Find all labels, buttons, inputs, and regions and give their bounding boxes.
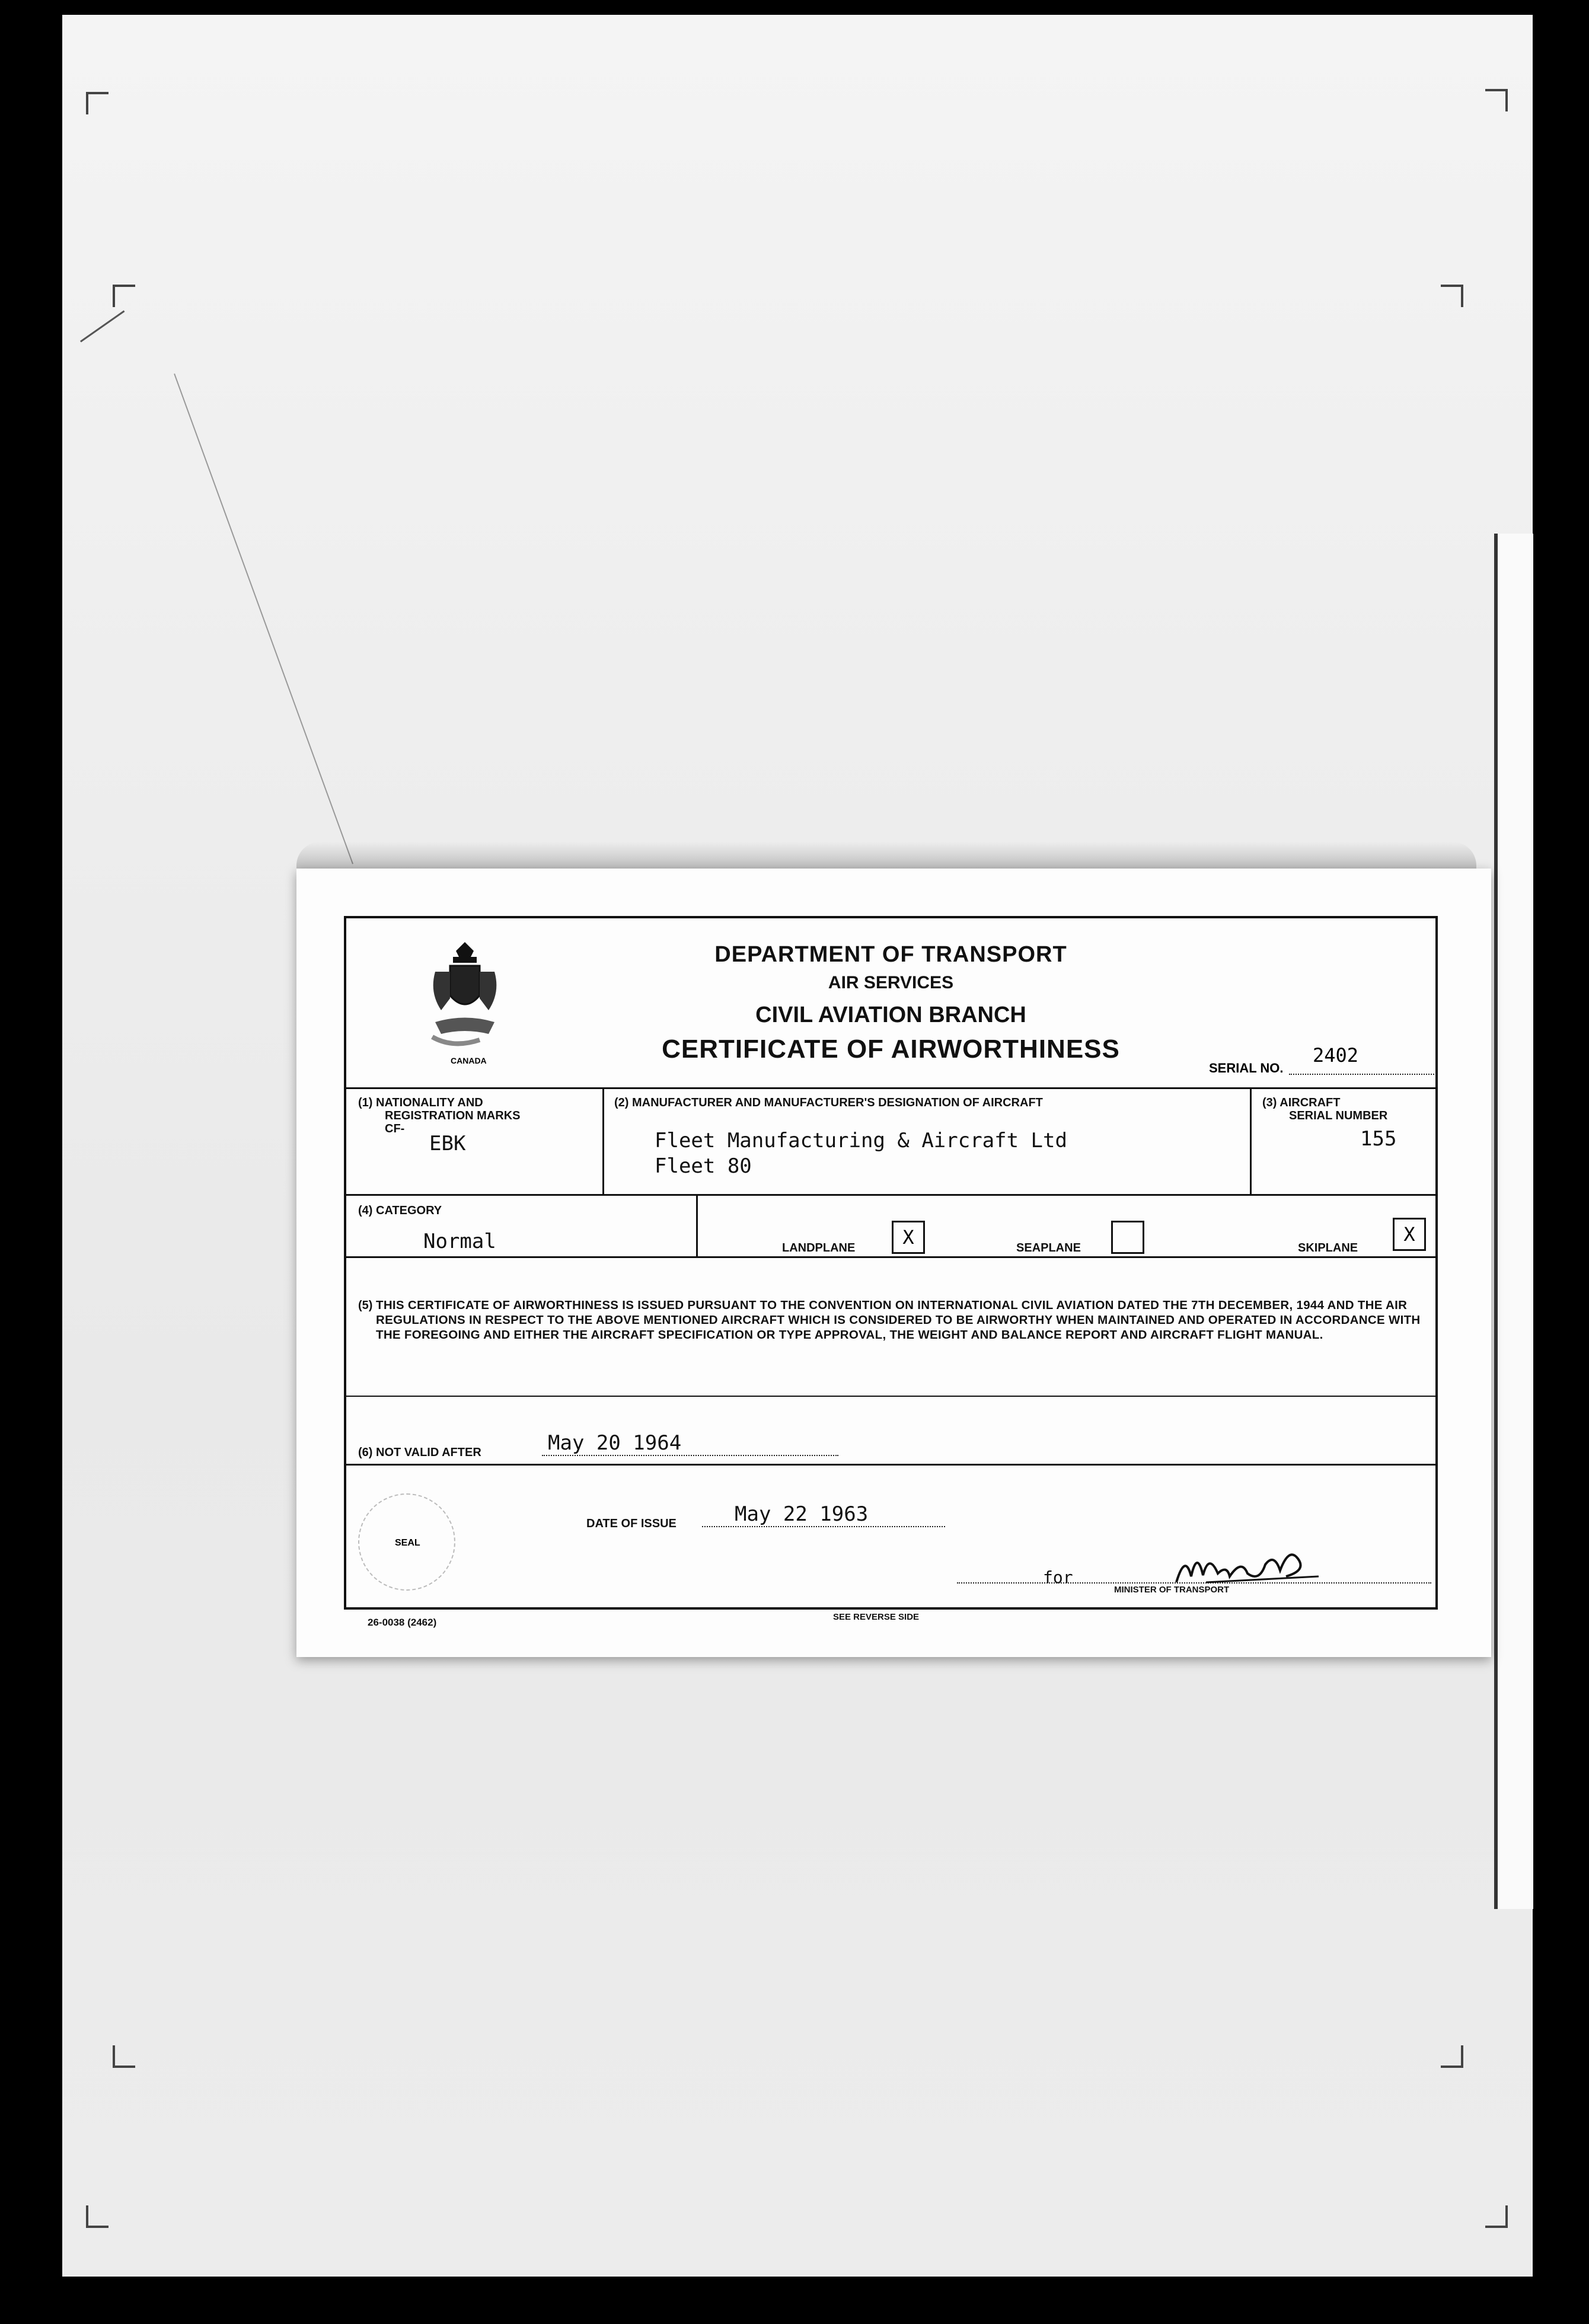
row-divider [346, 1396, 1435, 1397]
field1-prefix: CF- [385, 1122, 405, 1135]
branch-title: CIVIL AVIATION BRANCH [755, 1003, 1026, 1027]
seaplane-label: SEAPLANE [1016, 1241, 1081, 1254]
column-divider [696, 1194, 698, 1256]
crop-mark [113, 285, 135, 307]
serial-dotted-line [1289, 1074, 1434, 1075]
crop-mark [1485, 2205, 1508, 2228]
form-number: 26-0038 (2462) [368, 1617, 437, 1628]
field4-label: (4) CATEGORY [358, 1204, 442, 1217]
issue-date-line [702, 1526, 945, 1527]
seaplane-checkbox [1111, 1221, 1144, 1254]
certificate-card [296, 869, 1491, 1657]
crop-mark [86, 2205, 109, 2228]
field2-label: (2) MANUFACTURER AND MANUFACTURER'S DESIGNATION OF AIRCRAFT [614, 1096, 1043, 1109]
crop-mark [1441, 285, 1463, 307]
not-valid-after-value: May 20 1964 [548, 1431, 682, 1455]
skiplane-label: SKIPLANE [1298, 1241, 1358, 1254]
reverse-side-note: SEE REVERSE SIDE [833, 1612, 920, 1622]
services-title: AIR SERVICES [828, 973, 954, 992]
field3-label [1262, 1096, 1387, 1122]
crop-mark [1441, 2045, 1463, 2068]
crop-mark [86, 92, 109, 114]
landplane-checkbox: X [892, 1221, 925, 1254]
field3-label-line1: (3) AIRCRAFT [1262, 1096, 1341, 1109]
field5-number: (5) [358, 1299, 373, 1312]
column-divider [602, 1087, 604, 1194]
category-value: Normal [423, 1230, 496, 1253]
row-divider [346, 1087, 1435, 1089]
crest-caption: CANADA [451, 1056, 487, 1065]
skiplane-checkbox: X [1393, 1218, 1426, 1251]
certificate-frame [344, 916, 1438, 1610]
landplane-label: LANDPLANE [782, 1241, 856, 1254]
crop-mark [113, 2045, 135, 2068]
field1-label [358, 1096, 521, 1135]
issue-date-label: DATE OF ISSUE [586, 1517, 677, 1530]
page-edge-strip [1494, 534, 1533, 1909]
field1-label-line2: REGISTRATION MARKS [385, 1109, 521, 1122]
row-divider [346, 1464, 1435, 1466]
manufacturer-value: Fleet Manufacturing & Aircraft Ltd [655, 1129, 1067, 1153]
field1-label-line1: (1) NATIONALITY AND [358, 1096, 483, 1109]
seal-label: SEAL [395, 1538, 420, 1548]
certificate-title: CERTIFICATE OF AIRWORTHINESS [662, 1035, 1120, 1064]
row-divider [346, 1194, 1435, 1196]
issue-date-value: May 22 1963 [735, 1502, 869, 1526]
signature-for: for [1043, 1568, 1073, 1587]
field6-label: (6) NOT VALID AFTER [358, 1446, 481, 1459]
row-divider [346, 1256, 1435, 1258]
field3-label-line2: SERIAL NUMBER [1289, 1109, 1388, 1122]
airworthiness-statement: THIS CERTIFICATE OF AIRWORTHINESS IS ISSUED PURSUANT TO THE CONVENTION ON INTERNATIONAL CIVIL AVIATION DATED THE 7TH DECEMBER, 1944 AND THE AIR REGULATIONS IN RESPECT TO THE ABOVE MENTIONED AIRCRAFT WHICH IS CONSIDERED TO BE AIRWORTHY WHEN MAINTAINED AND OPERATED IN ACCORDANCE WITH THE FOREGOING AND EITHER THE AIRCRAFT SPECIFICATION OR TYPE APPROVAL, THE WEIGHT AND BALANCE REPORT AND AIRCRAFT FLIGHT MANUAL. [376, 1298, 1421, 1342]
column-divider [1250, 1087, 1252, 1194]
signature-title: MINISTER OF TRANSPORT [1114, 1585, 1230, 1595]
registration-marks-value: EBK [429, 1132, 466, 1155]
department-title: DEPARTMENT OF TRANSPORT [714, 942, 1067, 967]
not-valid-after-line [542, 1455, 838, 1456]
crop-mark [1485, 89, 1508, 111]
aircraft-serial-value: 155 [1360, 1127, 1397, 1151]
serial-value: 2402 [1313, 1044, 1359, 1067]
designation-value: Fleet 80 [655, 1154, 752, 1178]
serial-label: SERIAL NO. [1209, 1061, 1284, 1075]
